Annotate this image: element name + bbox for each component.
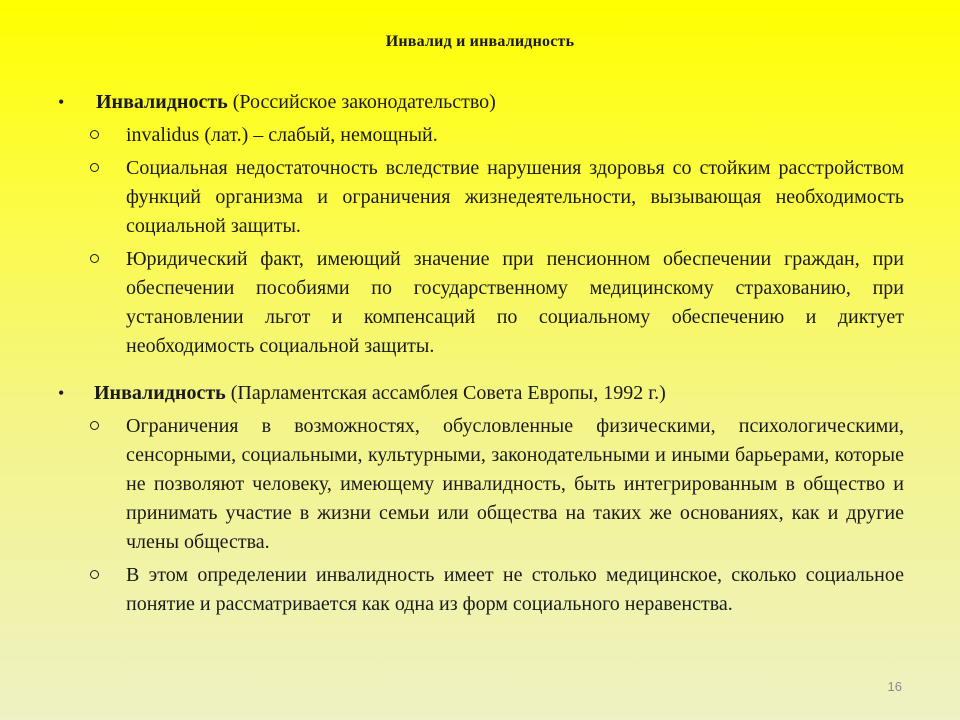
list-item-text: Социальная недостаточность вследствие нарушения здоровья со стойким расстройством функций организма и ограничения жизнедеятельности, вызывающая необходимость социальной защиты. [126,157,904,237]
section-term: Инвалидность [96,91,228,113]
circle-bullet-icon [90,570,99,579]
definition-section-council-of-europe [58,379,904,619]
list-item [94,245,904,361]
list-item [94,561,904,619]
circle-bullet-icon [90,421,99,430]
list-item [94,154,904,241]
circle-bullet-icon [90,130,99,139]
section-heading [94,379,904,408]
list-item-text: invalidus (лат.) – слабый, немощный. [126,124,438,146]
list-item-text: Юридический факт, имеющий значение при пенсионном обеспечении граждан, при обеспечении пособиями по государственному медицинскому страхованию, при установлении льгот и компенсаций по социальному обеспечению и диктует необходимость социальной защиты. [126,248,904,357]
section-heading [94,88,904,117]
bullet-icon: • [58,383,65,403]
list-item-text: В этом определении инвалидность имеет не столько медицинское, сколько социальное понятие и рассматривается как одна из форм социального неравенства. [126,564,904,615]
slide-title: Инвалид и инвалидность [385,33,575,50]
circle-bullet-icon [90,163,99,172]
page-number: 16 [887,679,902,694]
list-item [94,412,904,557]
section-source: (Парламентская ассамблея Совета Европы, 1992 г.) [225,382,666,404]
list-item-text: Ограничения в возможностях, обусловленные физическими, психологическими, сенсорными, социальными, культурными, законодательными и иными барьерами, которые не позволяют человеку, имеющему инвалидность, быть интегрированным в общество и принимать участие в жизни семьи или общества на таких же основаниях, как и другие члены общества. [126,415,904,553]
section-source: (Российское законодательство) [227,91,496,113]
slide-content [58,88,904,619]
list-item [94,121,904,150]
section-term: Инвалидность [94,382,226,404]
bullet-icon: • [58,92,65,112]
definition-section-russian-law [58,88,904,361]
circle-bullet-icon [90,254,99,263]
